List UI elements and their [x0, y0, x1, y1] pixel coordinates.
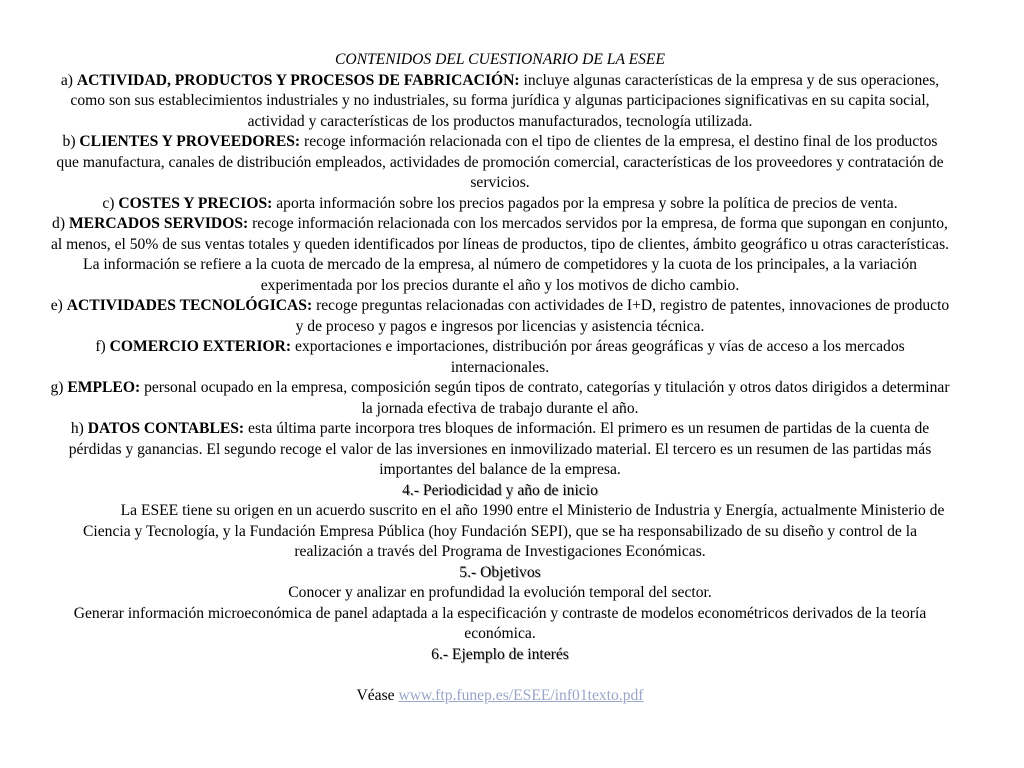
- section-4-text: [50, 501, 950, 563]
- item-text: esta última parte incorpora tres bloques de información. El primero es un resumen de partidas de la cuenta de pérdidas y ganancias. El segundo recoge el valor de las inversiones en inmovilizado material. El tercero es un resumen de las partidas más importantes del balance de la empresa.: [68, 420, 932, 478]
- list-item-b: [50, 132, 950, 194]
- see-label: Véase: [356, 686, 395, 704]
- list-item-h: [50, 419, 950, 481]
- document-body: [50, 50, 950, 706]
- item-text: recoge información relacionada con los mercados servidos por la empresa, de forma que supongan en conjunto, al menos, el 50% de sus ventas totales y queden identificados por líneas de productos, tipo de clientes, ámbito geográfico u otras características. La información se refiere a la cuota de mercado de la empresa, al número de competidores y la cuota de los principales, a la variación experimentada por los precios durante el año y los motivos de dicho cambio.: [50, 215, 950, 294]
- section-heading: 6.- Ejemplo de interés: [431, 645, 569, 663]
- item-heading: ACTIVIDAD, PRODUCTOS Y PROCESOS DE FABRICACIÓN:: [76, 71, 520, 89]
- item-letter: a): [60, 71, 73, 89]
- item-letter: f): [95, 338, 106, 355]
- section-heading: 4.- Periodicidad y año de inicio: [402, 481, 598, 499]
- reference-link[interactable]: www.ftp.funep.es/ESEE/inf01texto.pdf: [398, 686, 644, 704]
- list-item-d: [50, 214, 950, 296]
- document-title: CONTENIDOS DEL CUESTIONARIO DE LA ESEE: [335, 51, 665, 68]
- list-item-c: [50, 194, 950, 215]
- item-letter: d): [52, 215, 66, 232]
- list-item-g: [50, 378, 950, 419]
- item-text: exportaciones e importaciones, distribución por áreas geográficas y vías de acceso a los mercados internacionales.: [295, 338, 905, 376]
- item-letter: c): [102, 194, 115, 212]
- see-reference: [50, 686, 950, 707]
- section-5: [50, 563, 950, 584]
- item-letter: e): [50, 297, 63, 314]
- item-heading: COMERCIO EXTERIOR:: [109, 338, 292, 355]
- item-text: recoge preguntas relacionadas con actividades de I+D, registro de patentes, innovaciones de producto y de proceso y pagos e ingresos por licencias y asistencia técnica.: [295, 297, 950, 335]
- objective-2: Generar información microeconómica de panel adaptada a la especificación y contraste de modelos econométricos derivados de la teoría económica.: [73, 604, 927, 642]
- item-text: recoge información relacionada con el tipo de clientes de la empresa, el destino final de los productos que manufactura, canales de distribución empleados, actividades de promoción comercial, características de los proveedores y contratación de servicios.: [56, 133, 944, 191]
- section-6: [50, 645, 950, 666]
- item-letter: b): [62, 133, 76, 150]
- list-item-f: [50, 337, 950, 378]
- item-text: incluye algunas características de la empresa y de sus operaciones, como son sus establecimientos industriales y no industriales, su forma jurídica y algunas participaciones significativas en su capita social, actividad y características de los productos manufacturados, tecnología utilizada.: [70, 71, 940, 130]
- item-heading: ACTIVIDADES TECNOLÓGICAS:: [66, 297, 313, 314]
- objective-1: Conocer y analizar en profundidad la evolución temporal del sector.: [288, 584, 712, 601]
- section-heading: 5.- Objetivos: [459, 563, 541, 581]
- item-heading: MERCADOS SERVIDOS:: [68, 215, 249, 232]
- item-heading: EMPLEO:: [67, 379, 141, 396]
- spacer: [50, 665, 950, 686]
- item-text: personal ocupado en la empresa, composición según tipos de contrato, categorías y titulación y otros datos dirigidos a determinar la jornada efectiva de trabajo durante el año.: [144, 379, 950, 417]
- list-item-a: [50, 71, 950, 133]
- list-item-e: [50, 296, 950, 337]
- paragraph-text: La ESEE tiene su origen en un acuerdo suscrito en el año 1990 entre el Ministerio de Industria y Energía, actualmente Ministerio de Ciencia y Tecnología, y la Fundación Empresa Pública (hoy Fundación SEPI), que se ha responsabilizado de su diseño y control de la realización a través del Programa de Investigaciones Económicas.: [83, 502, 945, 560]
- item-text: aporta información sobre los precios pagados por la empresa y sobre la política de precios de venta.: [276, 194, 898, 212]
- item-heading: COSTES Y PRECIOS:: [118, 194, 273, 212]
- section-4: [50, 481, 950, 502]
- item-letter: h): [70, 420, 84, 437]
- item-heading: CLIENTES Y PROVEEDORES:: [79, 133, 301, 150]
- item-letter: g): [50, 379, 64, 396]
- item-heading: DATOS CONTABLES:: [87, 420, 245, 437]
